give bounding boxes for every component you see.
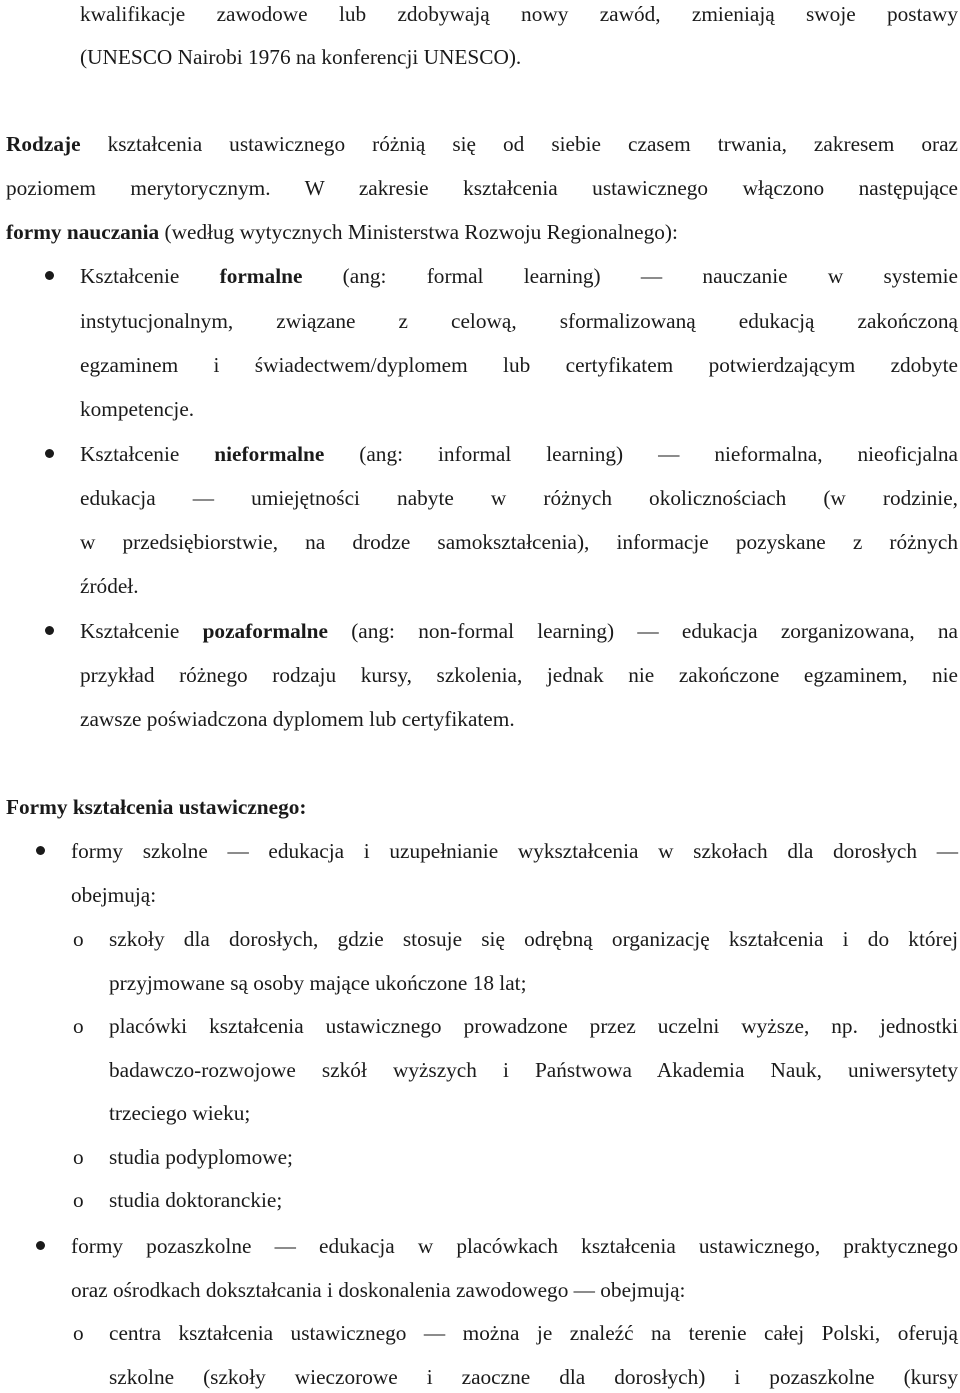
- sub-bullet-marker: o: [73, 1188, 84, 1212]
- nieformalne-line-4: źródeł.: [80, 574, 139, 598]
- intro-line-2: (UNESCO Nairobi 1976 na konferencji UNESCO).: [80, 45, 522, 69]
- sub-bullet-marker: o: [73, 927, 84, 951]
- pozaszkolne-item-1-line-1: centra kształcenia ustawicznego — można je znaleźć na terenie całej Polski, oferują: [109, 1321, 958, 1345]
- rodzaje-line-1: [6, 134, 958, 155]
- sub-bullet-marker: o: [73, 1321, 84, 1345]
- pozaszkolne-item-1-line-2: szkolne (szkoły wieczorowe i zaoczne dla dorosłych) i pozaszkolne (kursy: [109, 1365, 958, 1389]
- bullet-icon: [45, 271, 54, 280]
- szkolne-item-2-line-2: badawczo-rozwojowe szkół wyższych i Państwowa Akademia Nauk, uniwersytety: [109, 1058, 958, 1082]
- rodzaje-line-2: poziomem merytorycznym. W zakresie kształcenia ustawicznego włączono następujące: [6, 176, 958, 200]
- formalne-line-3: egzaminem i świadectwem/dyplomem lub certyfikatem potwierdzającym zdobyte: [80, 353, 958, 377]
- formalne-bold: formalne: [219, 264, 303, 288]
- sub-bullet-marker: o: [73, 1014, 84, 1038]
- pozaformalne-line-1: [80, 621, 958, 642]
- szkolne-item-1-line-2: przyjmowane są osoby mające ukończone 18 lat;: [109, 971, 527, 995]
- szkolne-item-2-line-3: trzeciego wieku;: [109, 1101, 251, 1125]
- pozaszkolne-line-2: oraz ośrodkach dokształcania i doskonalenia zawodowego — obejmują:: [71, 1278, 686, 1302]
- bullet-icon: [36, 1241, 45, 1250]
- rodzaje-line-1-text: kształcenia ustawicznego różnią się od siebie czasem trwania, zakresem oraz: [107, 132, 958, 156]
- formalne-line-4: kompetencje.: [80, 397, 195, 421]
- rodzaje-line-3-text: (według wytycznych Ministerstwa Rozwoju Regionalnego):: [159, 220, 678, 244]
- szkolne-line-2: obejmują:: [71, 883, 157, 907]
- intro-line-1: kwalifikacje zawodowe lub zdobywają nowy zawód, zmieniają swoje postawy: [80, 2, 958, 26]
- nieformalne-prefix: Kształcenie: [80, 442, 215, 466]
- nieformalne-line-1-text: (ang: informal learning) — nieformalna, nieoficjalna: [324, 442, 959, 466]
- rodzaje-bold-term: Rodzaje: [6, 132, 81, 156]
- szkolne-item-2-line-1: placówki kształcenia ustawicznego prowadzone przez uczelni wyższe, np. jednostki: [109, 1014, 958, 1038]
- section-heading: Formy kształcenia ustawicznego:: [6, 795, 307, 819]
- bullet-icon: [45, 449, 54, 458]
- formy-nauczania-bold: formy nauczania: [6, 220, 160, 244]
- pozaformalne-line-1-text: (ang: non-formal learning) — edukacja zorganizowana, na: [327, 619, 958, 643]
- pozaformalne-bold: pozaformalne: [202, 619, 328, 643]
- formalne-line-2: instytucjonalnym, związane z celową, sformalizowaną edukacją zakończoną: [80, 309, 958, 333]
- formalne-prefix: Kształcenie: [80, 264, 220, 288]
- pozaformalne-line-2: przykład różnego rodzaju kursy, szkolenia, jednak nie zakończone egzaminem, nie: [80, 663, 958, 687]
- pozaformalne-prefix: Kształcenie: [80, 619, 203, 643]
- bullet-icon: [45, 626, 54, 635]
- sub-bullet-marker: o: [73, 1145, 84, 1169]
- formalne-line-1: [80, 266, 958, 287]
- nieformalne-line-2: edukacja — umiejętności nabyte w różnych okolicznościach (w rodzinie,: [80, 486, 958, 510]
- pozaszkolne-line-1: formy pozaszkolne — edukacja w placówkach kształcenia ustawicznego, praktycznego: [71, 1234, 958, 1258]
- bullet-icon: [36, 846, 45, 855]
- nieformalne-bold: nieformalne: [214, 442, 325, 466]
- szkolne-item-4: studia doktoranckie;: [109, 1188, 283, 1212]
- pozaformalne-line-3: zawsze poświadczona dyplomem lub certyfikatem.: [80, 707, 515, 731]
- rodzaje-line-3: [6, 222, 678, 243]
- szkolne-line-1: formy szkolne — edukacja i uzupełnianie wykształcenia w szkołach dla dorosłych —: [71, 839, 958, 863]
- formalne-line-1-text: (ang: formal learning) — nauczanie w systemie: [302, 264, 959, 288]
- szkolne-item-1-line-1: szkoły dla dorosłych, gdzie stosuje się odrębną organizację kształcenia i do której: [109, 927, 958, 951]
- nieformalne-line-1: [80, 444, 958, 465]
- szkolne-item-3: studia podyplomowe;: [109, 1145, 293, 1169]
- nieformalne-line-3: w przedsiębiorstwie, na drodze samokształcenia), informacje pozyskane z różnych: [80, 530, 958, 554]
